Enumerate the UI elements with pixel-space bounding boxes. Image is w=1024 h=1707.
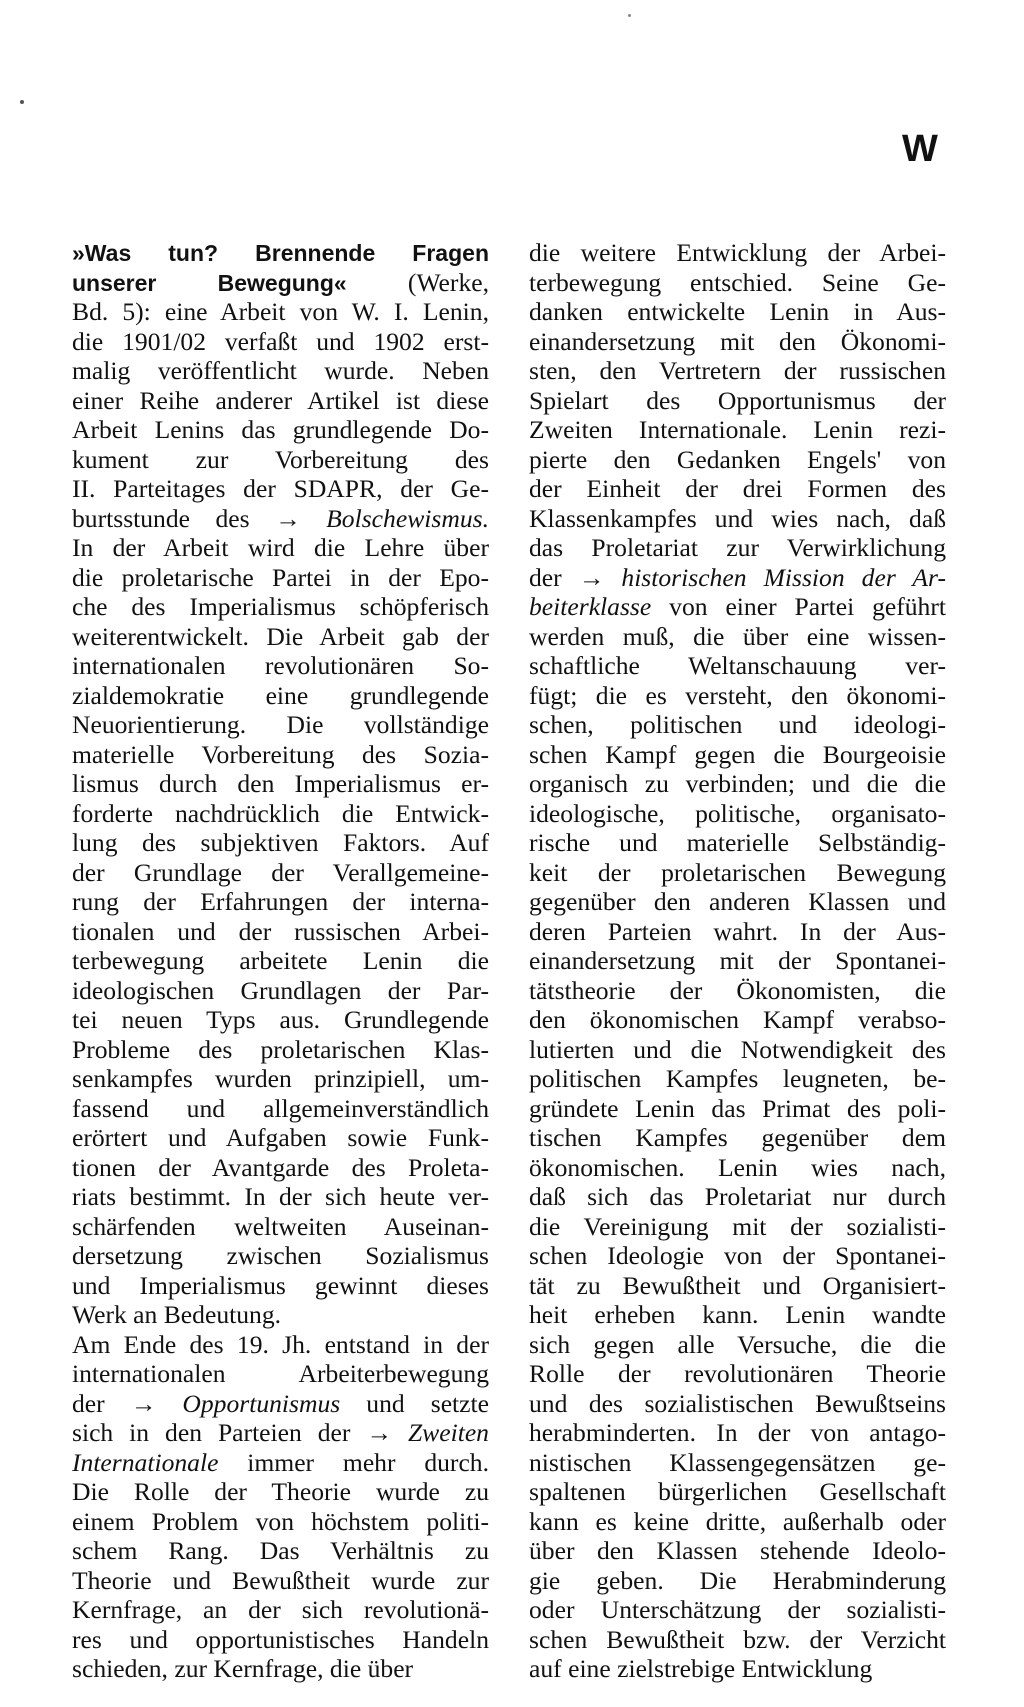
text-line bbox=[72, 946, 489, 976]
text-run: der Einheit der drei Formen des bbox=[529, 474, 946, 503]
text-run: einandersetzung mit den Ökonomi- bbox=[529, 326, 946, 356]
text-run: In der Arbeit wird die Lehre über bbox=[72, 533, 489, 562]
entry-heading: unserer Bewegung« bbox=[72, 269, 347, 296]
text-run: lutierten und die Notwendigkeit des bbox=[529, 1034, 946, 1064]
text-line bbox=[72, 1064, 489, 1094]
text-line bbox=[529, 1448, 946, 1478]
text-line bbox=[529, 592, 946, 622]
text-line bbox=[72, 386, 489, 416]
text-line bbox=[529, 297, 946, 327]
text-run: fassend und allgemeinverständlich bbox=[72, 1093, 489, 1123]
text-run: deren Parteien wahrt. In der Aus- bbox=[529, 916, 946, 946]
text-line bbox=[529, 563, 946, 593]
text-line bbox=[529, 1418, 946, 1448]
cross-reference[interactable]: beiterklasse bbox=[529, 592, 652, 621]
text-line bbox=[72, 238, 489, 268]
text-run: einandersetzung mit der Spontanei- bbox=[529, 946, 946, 975]
text-line bbox=[72, 1507, 489, 1537]
text-run: II. Parteitages der SDAPR, der Ge- bbox=[72, 474, 489, 503]
text-run: Theorie und Bewußtheit wurde zur bbox=[72, 1565, 489, 1595]
text-run: → bbox=[130, 1388, 183, 1418]
text-run: weiterentwickelt. Die Arbeit gab der bbox=[72, 621, 489, 651]
text-run: Am Ende des 19. Jh. entstand in der bbox=[72, 1329, 489, 1359]
text-line bbox=[72, 1418, 489, 1448]
text-line bbox=[72, 1477, 489, 1507]
cross-reference[interactable]: historischen Mission der Ar- bbox=[621, 562, 946, 592]
text-run: von einer Partei geführt bbox=[651, 592, 946, 621]
cross-reference[interactable]: Opportunismus bbox=[182, 1388, 341, 1418]
text-line bbox=[529, 1271, 946, 1301]
text-run: pierte den Gedanken Engels' von bbox=[529, 444, 946, 474]
text-line bbox=[529, 1035, 946, 1065]
text-run: dersetzung zwischen Sozialismus bbox=[72, 1241, 489, 1270]
text-run: und setzte bbox=[340, 1388, 490, 1418]
text-line bbox=[529, 681, 946, 711]
text-run: schaftliche Weltanschauung ver- bbox=[529, 651, 946, 680]
text-line bbox=[529, 769, 946, 799]
text-run: forderte nachdrücklich die Entwick- bbox=[72, 798, 489, 828]
text-line bbox=[72, 1566, 489, 1596]
text-line bbox=[72, 592, 489, 622]
text-run: schärfenden weltweiten Auseinan- bbox=[72, 1211, 489, 1241]
text-run: Werk an Bedeutung. bbox=[72, 1300, 282, 1329]
text-run: herabminderten. In der von antago- bbox=[529, 1418, 946, 1447]
text-line bbox=[72, 710, 489, 740]
text-run: und Imperialismus gewinnt dieses bbox=[72, 1270, 489, 1300]
text-run: den ökonomischen Kampf verabso- bbox=[529, 1005, 946, 1034]
text-run: sich gegen alle Versuche, die die bbox=[529, 1329, 946, 1359]
scan-speck bbox=[628, 14, 631, 17]
text-line bbox=[529, 917, 946, 947]
text-run: Neuorientierung. Die vollständige bbox=[72, 710, 489, 739]
text-run: tei neuen Typs aus. Grundlegende bbox=[72, 1005, 489, 1034]
text-run: res und opportunistisches Handeln bbox=[72, 1624, 489, 1654]
text-line bbox=[529, 828, 946, 858]
text-run: terbewegung arbeitete Lenin die bbox=[72, 946, 489, 975]
text-line bbox=[72, 1625, 489, 1655]
text-run: der bbox=[529, 562, 579, 592]
text-line bbox=[72, 415, 489, 445]
text-run: organisch zu verbinden; und die die bbox=[529, 769, 946, 798]
text-line bbox=[72, 1035, 489, 1065]
cross-reference[interactable]: Internationale bbox=[72, 1447, 219, 1477]
text-line bbox=[72, 622, 489, 652]
text-run: der Grundlage der Verallgemeine- bbox=[72, 857, 489, 887]
text-run: gegenüber den anderen Klassen und bbox=[529, 887, 946, 916]
text-line bbox=[529, 1300, 946, 1330]
text-line bbox=[72, 1389, 489, 1419]
text-line bbox=[529, 1330, 946, 1360]
text-run: senkampfes wurden prinzipiell, um- bbox=[72, 1064, 489, 1093]
text-line bbox=[529, 740, 946, 770]
text-line bbox=[529, 1625, 946, 1655]
text-run: schem Rang. Das Verhältnis zu bbox=[72, 1536, 489, 1565]
text-run: einer Reihe anderer Artikel ist diese bbox=[72, 385, 489, 415]
text-line bbox=[72, 1536, 489, 1566]
text-line bbox=[529, 327, 946, 357]
text-run: schieden, zur Kernfrage, die über bbox=[72, 1654, 414, 1683]
text-line bbox=[529, 1212, 946, 1242]
text-line bbox=[529, 1064, 946, 1094]
text-run: schen Bewußtheit bzw. der Verzicht bbox=[529, 1624, 946, 1654]
text-run: das Proletariat zur Verwirklichung bbox=[529, 533, 946, 562]
text-run: die Vereinigung mit der sozialisti- bbox=[529, 1211, 946, 1241]
text-run: rung der Erfahrungen der interna- bbox=[72, 887, 489, 916]
text-run: oder Unterschätzung der sozialisti- bbox=[529, 1595, 946, 1624]
text-line bbox=[72, 1182, 489, 1212]
text-run: der bbox=[72, 1388, 131, 1418]
text-line bbox=[529, 1566, 946, 1596]
text-run: tionalen und der russischen Arbei- bbox=[72, 916, 489, 946]
text-run: riats bestimmt. In der sich heute ver- bbox=[72, 1182, 489, 1211]
text-line bbox=[529, 474, 946, 504]
text-run: → bbox=[366, 1418, 408, 1447]
text-run: Probleme des proletarischen Klas- bbox=[72, 1034, 489, 1064]
text-line bbox=[72, 799, 489, 829]
left-column bbox=[72, 238, 489, 1684]
text-line bbox=[529, 1654, 946, 1684]
text-line bbox=[529, 1536, 946, 1566]
text-run: und des sozialistischen Bewußtseins bbox=[529, 1388, 946, 1418]
scan-speck bbox=[20, 100, 24, 104]
text-line bbox=[72, 1300, 489, 1330]
text-run: Bd. 5): eine Arbeit von W. I. Lenin, bbox=[72, 297, 489, 326]
text-line bbox=[72, 1094, 489, 1124]
text-line bbox=[529, 1359, 946, 1389]
text-line bbox=[72, 681, 489, 711]
text-run: danken entwickelte Lenin in Aus- bbox=[529, 297, 946, 326]
text-line bbox=[529, 946, 946, 976]
text-run: internationalen revolutionären So- bbox=[72, 651, 489, 680]
text-line bbox=[72, 1448, 489, 1478]
text-run: ideologischen Grundlagen der Par- bbox=[72, 975, 489, 1005]
text-line bbox=[72, 976, 489, 1006]
right-column bbox=[529, 238, 946, 1684]
text-run: heit erheben kann. Lenin wandte bbox=[529, 1300, 946, 1329]
text-line bbox=[529, 858, 946, 888]
text-run: tät zu Bewußtheit und Organisiert- bbox=[529, 1270, 946, 1300]
text-line bbox=[72, 1271, 489, 1301]
text-run: gründete Lenin das Primat des poli- bbox=[529, 1093, 946, 1123]
text-line bbox=[529, 238, 946, 268]
text-line bbox=[72, 327, 489, 357]
text-run: Klassenkampfes und wies nach, daß bbox=[529, 503, 946, 533]
text-line bbox=[529, 356, 946, 386]
text-line bbox=[529, 445, 946, 475]
text-line bbox=[72, 1595, 489, 1625]
text-line bbox=[529, 1182, 946, 1212]
text-run: burtsstunde des bbox=[72, 503, 276, 533]
text-run: die weitere Entwicklung der Arbei- bbox=[529, 238, 946, 267]
text-line bbox=[72, 1241, 489, 1271]
text-run: über den Klassen stehende Ideolo- bbox=[529, 1536, 946, 1565]
text-line bbox=[72, 1330, 489, 1360]
text-line bbox=[72, 858, 489, 888]
text-run: tionen der Avantgarde des Proleta- bbox=[72, 1152, 489, 1182]
text-line bbox=[72, 1359, 489, 1389]
text-run: erörtert und Aufgaben sowie Funk- bbox=[72, 1123, 489, 1152]
text-run: lismus durch den Imperialismus er- bbox=[72, 769, 489, 798]
text-line bbox=[72, 504, 489, 534]
text-run: gie geben. Die Herabminderung bbox=[529, 1565, 946, 1595]
entry-heading: »Was tun? Brennende Fragen bbox=[72, 240, 489, 266]
text-run: lung des subjektiven Faktors. Auf bbox=[72, 828, 489, 857]
text-run: schen Ideologie von der Spontanei- bbox=[529, 1241, 946, 1270]
text-line bbox=[72, 1212, 489, 1242]
text-line bbox=[529, 622, 946, 652]
text-run: sten, den Vertretern der russischen bbox=[529, 356, 946, 385]
text-run: schen Kampf gegen die Bourgeoisie bbox=[529, 739, 946, 769]
text-line bbox=[72, 828, 489, 858]
text-line bbox=[529, 1094, 946, 1124]
text-line bbox=[72, 1123, 489, 1153]
text-run: Arbeit Lenins das grundlegende Do- bbox=[72, 415, 489, 444]
text-line bbox=[72, 917, 489, 947]
text-line bbox=[72, 268, 489, 298]
text-line bbox=[72, 740, 489, 770]
text-run: Zweiten Internationale. Lenin rezi- bbox=[529, 415, 946, 444]
text-line bbox=[72, 297, 489, 327]
text-line bbox=[529, 533, 946, 563]
text-line bbox=[72, 445, 489, 475]
text-line bbox=[529, 1389, 946, 1419]
text-run: che des Imperialismus schöpferisch bbox=[72, 592, 489, 621]
text-line bbox=[529, 1153, 946, 1183]
text-line bbox=[529, 799, 946, 829]
text-line bbox=[529, 1477, 946, 1507]
text-run: ökonomischen. Lenin wies nach, bbox=[529, 1152, 946, 1182]
text-line bbox=[72, 1153, 489, 1183]
text-run: daß sich das Proletariat nur durch bbox=[529, 1182, 946, 1211]
text-line bbox=[72, 356, 489, 386]
text-line bbox=[529, 1595, 946, 1625]
text-run: Spielart des Opportunismus der bbox=[529, 385, 946, 415]
text-run: die proletarische Partei in der Epo- bbox=[72, 562, 489, 592]
text-run: spaltenen bürgerlichen Gesellschaft bbox=[529, 1477, 946, 1506]
section-letter: W bbox=[902, 128, 937, 170]
text-line bbox=[529, 504, 946, 534]
text-line bbox=[529, 1241, 946, 1271]
text-run: Die Rolle der Theorie wurde zu bbox=[72, 1477, 489, 1506]
text-line bbox=[72, 651, 489, 681]
text-line bbox=[529, 651, 946, 681]
text-run: rische und materielle Selbständig- bbox=[529, 828, 946, 857]
text-run: internationalen Arbeiterbewegung bbox=[72, 1359, 489, 1388]
text-line bbox=[529, 268, 946, 298]
text-run: kument zur Vorbereitung des bbox=[72, 444, 489, 474]
text-line bbox=[529, 887, 946, 917]
text-run: kann es keine dritte, außerhalb oder bbox=[529, 1506, 946, 1536]
text-line bbox=[529, 1507, 946, 1537]
text-run: keit der proletarischen Bewegung bbox=[529, 857, 946, 887]
text-line bbox=[72, 533, 489, 563]
text-run: immer mehr durch. bbox=[218, 1447, 489, 1477]
text-run: malig veröffentlicht wurde. Neben bbox=[72, 356, 489, 385]
text-line bbox=[529, 710, 946, 740]
text-run: werden muß, die über eine wissen- bbox=[529, 621, 946, 651]
text-run: Rolle der revolutionären Theorie bbox=[529, 1359, 946, 1388]
text-run: einem Problem von höchstem politi- bbox=[72, 1506, 489, 1536]
text-line bbox=[72, 563, 489, 593]
text-run: politischen Kampfes leugneten, be- bbox=[529, 1064, 946, 1093]
text-run: → bbox=[275, 503, 327, 533]
text-line bbox=[529, 1123, 946, 1153]
text-run: ideologische, politische, organisato- bbox=[529, 798, 946, 828]
text-run: nistischen Klassengegensätzen ge- bbox=[529, 1447, 946, 1477]
text-run: auf eine zielstrebige Entwicklung bbox=[529, 1654, 873, 1683]
text-line bbox=[529, 386, 946, 416]
text-run: zialdemokratie eine grundlegende bbox=[72, 680, 489, 710]
text-line bbox=[529, 976, 946, 1006]
cross-reference[interactable]: Zweiten bbox=[407, 1418, 489, 1447]
text-line bbox=[72, 474, 489, 504]
text-line bbox=[529, 415, 946, 445]
text-run: → bbox=[578, 562, 622, 592]
text-line bbox=[72, 769, 489, 799]
text-line bbox=[72, 1005, 489, 1035]
text-run: sich in den Parteien der bbox=[72, 1418, 367, 1447]
text-run: die 1901/02 verfaßt und 1902 erst- bbox=[72, 326, 489, 356]
text-line bbox=[529, 1005, 946, 1035]
text-line bbox=[72, 1654, 489, 1684]
cross-reference[interactable]: Bolschewismus. bbox=[326, 503, 489, 533]
text-run: (Werke, bbox=[346, 267, 489, 297]
text-run: terbewegung entschied. Seine Ge- bbox=[529, 267, 946, 297]
text-run: tischen Kampfes gegenüber dem bbox=[529, 1123, 946, 1152]
text-run: Kernfrage, an der sich revolutionä- bbox=[72, 1595, 489, 1624]
text-run: fügt; die es versteht, den ökonomi- bbox=[529, 680, 946, 710]
text-run: tätstheorie der Ökonomisten, die bbox=[529, 975, 946, 1005]
text-line bbox=[72, 887, 489, 917]
text-run: materielle Vorbereitung des Sozia- bbox=[72, 739, 489, 769]
text-run: schen, politischen und ideologi- bbox=[529, 710, 946, 739]
